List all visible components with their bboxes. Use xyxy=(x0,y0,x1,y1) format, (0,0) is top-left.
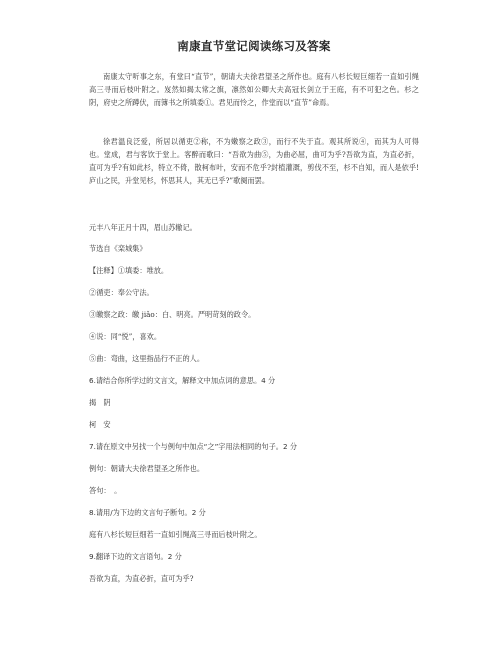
question-8-text: 庭有八杉长短巨细若一直如引绳高三寻而后枝叶附之。 xyxy=(89,530,262,539)
question-6-words-row-2: 柯 安 xyxy=(89,420,111,429)
note-5: ⑤曲：弯曲，这里指品行不正的人。 xyxy=(89,354,205,363)
note-2: ②循吏：奉公守法。 xyxy=(89,288,154,297)
question-9: 9.翻译下边的文言语句。2 分 xyxy=(89,552,182,561)
note-4: ④说：同“悦”，喜欢。 xyxy=(89,332,162,341)
note-3: ③皦察之政：皦 jiǎo：白、明亮。严明苛刻的政令。 xyxy=(89,310,256,319)
passage-date: 元丰八年正月十四，眉山苏辙记。 xyxy=(89,223,197,232)
passage-paragraph-2: 徐君温良泛爱，所居以循吏②称，不为嫩察之政③，而行不失于直。观其所说④，而其为人可得也。堂成，君与客饮于堂上。客醉而歌曰：“吾欲为曲⑤，为曲必屈，曲可为乎?吾欲为直，为直必折，直可为乎?有如此杉，特立不倚，散柯布叶，安而不危乎?封植灌溉，剪伐不至，杉不自知，而人是依乎!庐山之民，升堂见杉，怀思其人，其无已乎?”歌阕而罢。 xyxy=(89,137,419,185)
question-9-text: 吾欲为直，为直必折，直可为乎? xyxy=(89,574,194,583)
question-6-words-row-1: 揭 阴 xyxy=(89,398,111,407)
question-7: 7.请在原文中另找一个与例句中加点“之”字用法相同的句子。2 分 xyxy=(89,442,298,451)
question-6: 6.请结合你所学过的文言文，解释文中加点词的意思。4 分 xyxy=(89,376,276,385)
question-7-example: 例句：朝请大夫徐君望圣之所作也。 xyxy=(89,464,205,473)
question-7-answer: 答句： 。 xyxy=(89,486,122,495)
question-8: 8.请用/为下边的文言句子断句。2 分 xyxy=(89,508,206,517)
note-1: 【注释】①填委：堆放。 xyxy=(89,266,169,275)
document-title: 南康直节堂记阅读练习及答案 xyxy=(177,39,331,53)
passage-paragraph-1: 南康太守听事之东，有堂曰“直节”，朝请大夫徐君望圣之所作也。庭有八杉长短巨细若一直如引绳高三寻而后枝叶附之。岌然如揭太常之旗，凛然如公卿大夫高冠长剑立于王庭，有不可犯之色。杉之阴，府史之所蹲伏，而簿书之所填委①。君见而怜之，作堂而以“直节”命焉。 xyxy=(89,72,419,107)
passage-source: 节选自《栾城集》 xyxy=(89,244,147,253)
